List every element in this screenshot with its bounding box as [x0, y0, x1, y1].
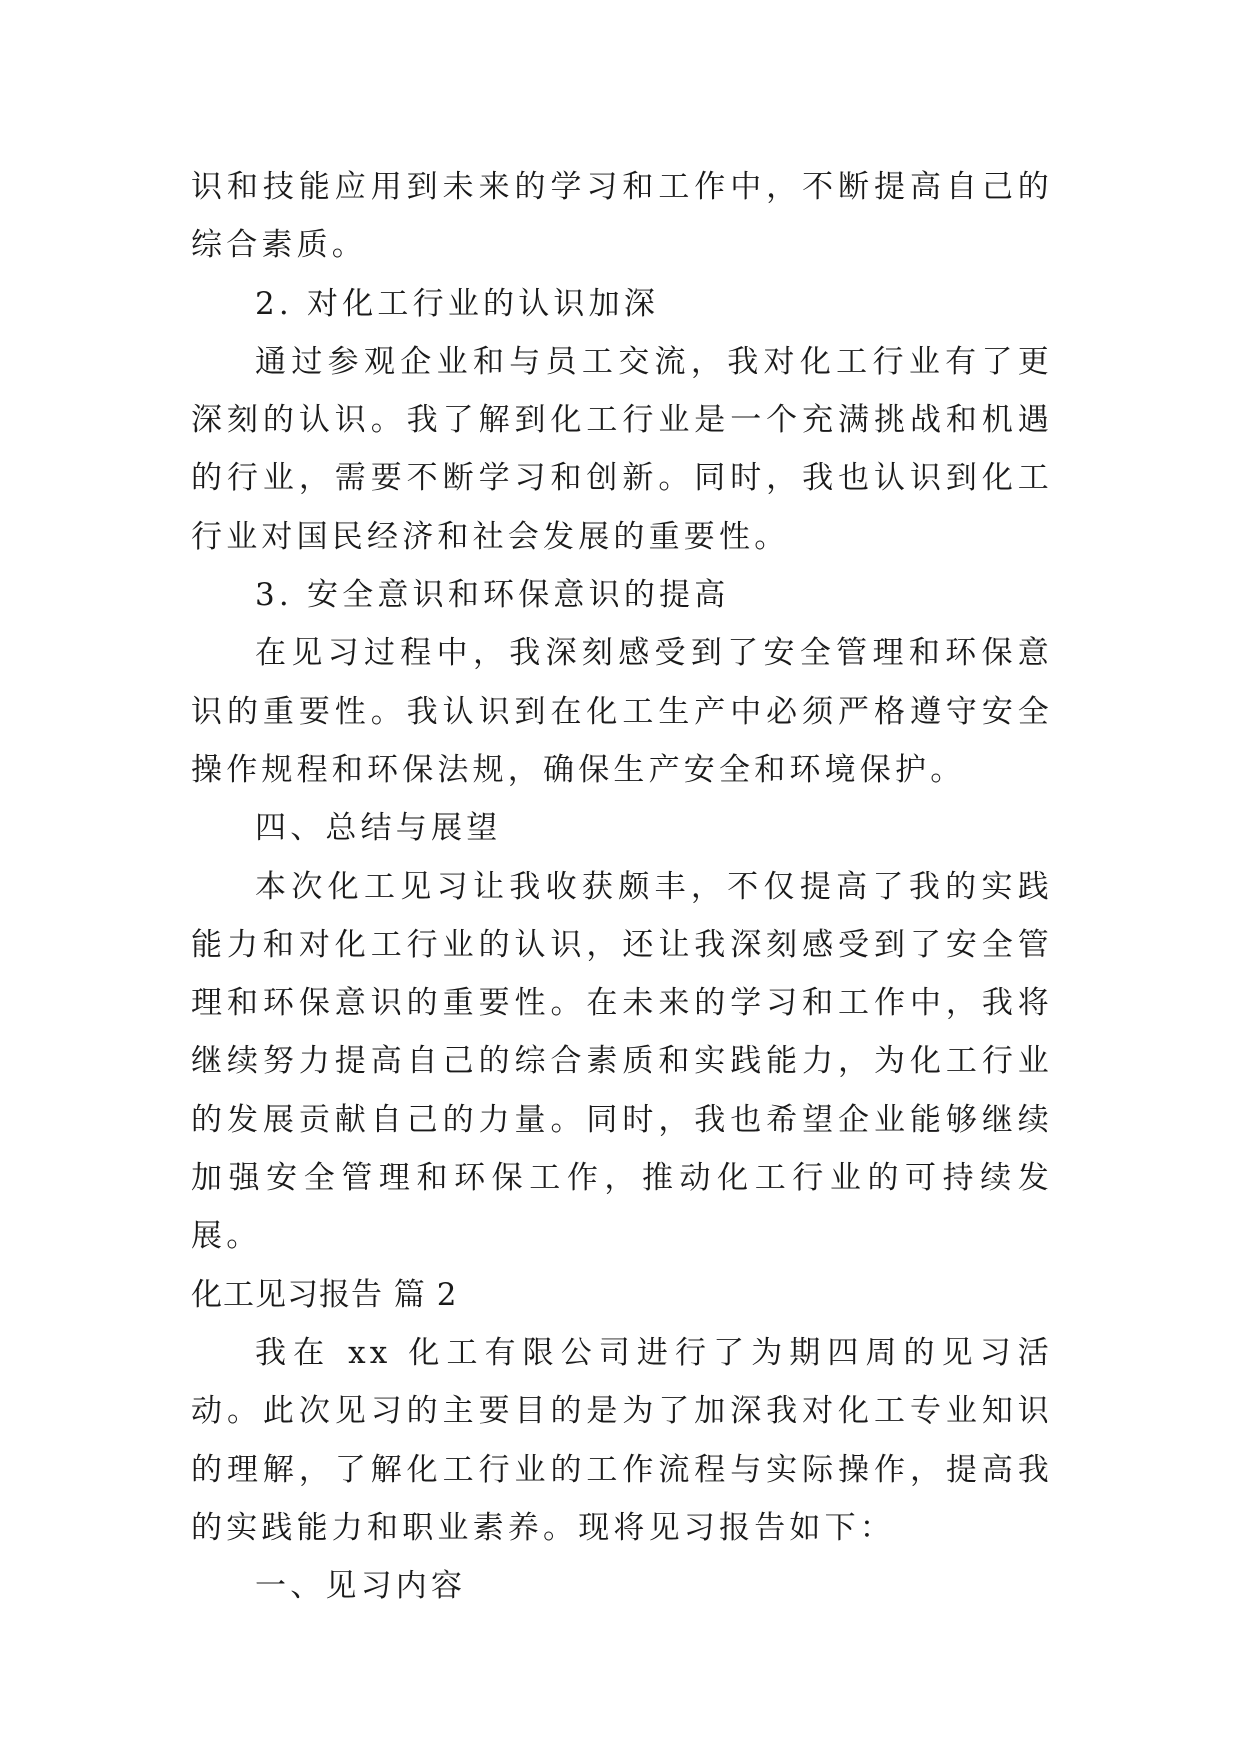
section-heading-2: 2. 对化工行业的认识加深	[255, 285, 660, 322]
paragraph-safety-awareness: 在见习过程中，我深刻感受到了安全管理和环保意识的重要性。我认识到在化工生产中必须严格遵守安全操作规程和环保法规，确保生产安全和环境保护。	[191, 635, 1053, 788]
section-heading-3: 3. 安全意识和环保意识的提高	[255, 577, 730, 614]
paragraph-industry-understanding: 通过参观企业和与员工交流，我对化工行业有了更深刻的认识。我了解到化工行业是一个充满挑战和机遇的行业，需要不断学习和创新。同时，我也认识到化工行业对国民经济和社会发展的重要性。	[191, 343, 1053, 555]
document-body	[191, 158, 1053, 1615]
paragraph-continued: 识和技能应用到未来的学习和工作中，不断提高自己的综合素质。	[191, 169, 1053, 264]
section-heading-content: 一、见习内容	[255, 1568, 467, 1605]
paragraph-intro: 我在 xx 化工有限公司进行了为期四周的见习活动。此次见习的主要目的是为了加深我对化工专业知识的理解，了解化工行业的工作流程与实际操作，提高我的实践能力和职业素养。现将见习报告如下：	[191, 1334, 1053, 1546]
paragraph-summary: 本次化工见习让我收获颇丰，不仅提高了我的实践能力和对化工行业的认识，还让我深刻感受到了安全管理和环保意识的重要性。在未来的学习和工作中，我将继续努力提高自己的综合素质和实践能力，为化工行业的发展贡献自己的力量。同时，我也希望企业能够继续加强安全管理和环保工作，推动化工行业的可持续发展。	[191, 868, 1053, 1255]
section-heading-summary: 四、总结与展望	[255, 810, 502, 847]
report-title-part-2: 化工见习报告 篇 2	[191, 1276, 458, 1313]
